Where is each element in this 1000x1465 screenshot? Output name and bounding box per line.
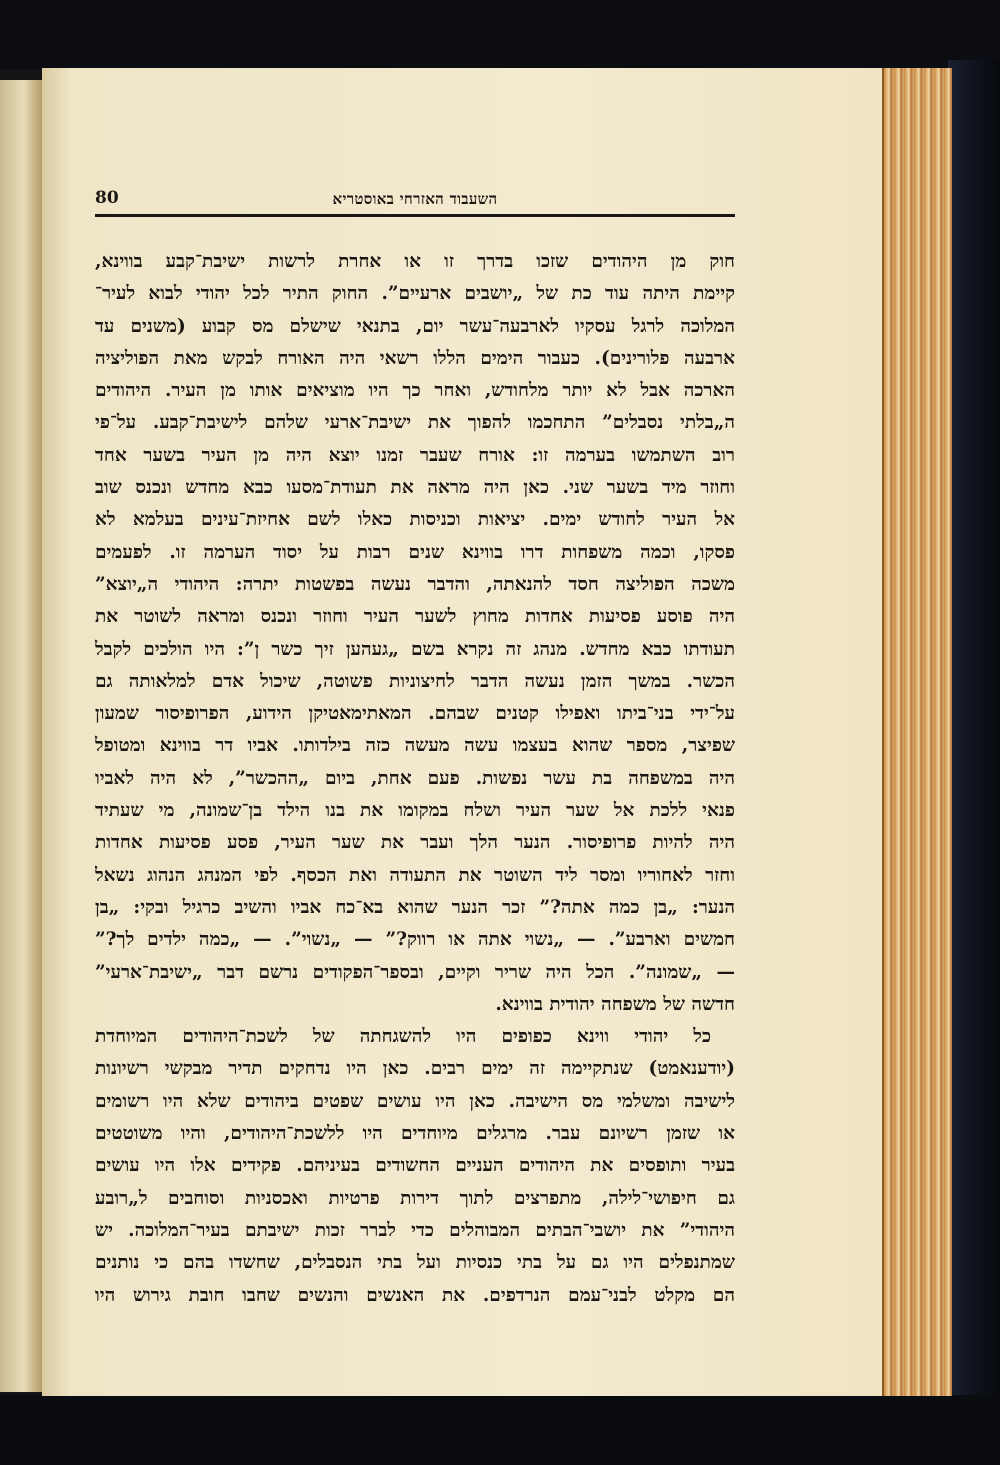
text-line: המלוכה לרגל עסקיו לארבעה־עשר יום, בתנאי שישלם מס קבוע (משנים עד — [95, 315, 735, 337]
text-line: על־ידי בני־ביתו ואפילו קטנים שבהם. המאתימאטיקן הידוע, הפרופיסור שמעון — [95, 703, 735, 725]
text-line: הם מקלט לבני־עמם הנרדפים. את האנשים והנשים שחבו חובת גירוש היו — [95, 1284, 735, 1306]
book-cover-top — [0, 0, 1000, 70]
previous-page-edge — [0, 80, 43, 1392]
book-cover-right — [948, 60, 1000, 1465]
text-line: רוב השתמשו בערמה זו: אורח שעבר זמנו יוצא היה מן העיר בשער אחד — [95, 444, 735, 466]
text-line: לישיבה ומשלמי מס הישיבה. כאן היו עושים שפטים ביהודים שלא היו רשומים — [95, 1090, 735, 1112]
text-line: היה במשפחה בת עשר נפשות. פעם אחת, ביום „ההכשר”, לא היה לאביו — [95, 767, 735, 789]
text-line: שפיצר, מספר שהוא בעצמו עשה מעשה כזה בילדותו. אביו דר בווינא ומטופל — [95, 735, 735, 757]
header-rule — [95, 214, 735, 217]
text-line: היה להיות פרופיסור. הנער הלך ועבר את שער העיר, פסע פסיעות אחדות — [95, 832, 735, 854]
text-line: וחוזר מיד בשער שני. כאן היה מראה את תעודת־מסעו כבא מחדש ונכנס שוב — [95, 477, 735, 499]
paragraph-start-line: כל יהודי ווינא כפופים היו להשגחתה של לשכת־היהודים המיוחדת — [95, 1026, 711, 1048]
text-line: ה„בלתי נסבלים” התחכמו להפוך את ישיבת־ארעי שלהם לישיבת־קבע. על־פי — [95, 412, 735, 434]
text-line: הכשר. במשך הזמן נעשה הדבר לחיצוניות פשוטה, שיכול אדם למלאותה גם — [95, 670, 735, 692]
text-line: — „שמונה”. הכל היה שריר וקיים, ובספר־הפקודים נרשם דבר „ישיבת־ארעי” — [95, 961, 735, 983]
text-line: ארבעה פלורינים). כעבור הימים הללו רשאי היה האורח לבקש מאת הפוליציה — [95, 347, 735, 369]
book-cover-bottom — [0, 1395, 1000, 1465]
paragraph-end-line: חדשה של משפחה יהודית בווינא. — [495, 993, 735, 1015]
text-line: פסקו, וכמה משפחות דרו בווינא שנים רבות על יסוד הערמה זו. לפעמים — [95, 541, 735, 563]
text-line: משכה הפוליצה חסד להנאתה, והדבר נעשה בפשטות יתרה: היהודי ה„יוצא” — [95, 573, 735, 595]
text-line: פנאי ללכת אל שער העיר ושלח במקומו את בנו הילד בן־שמונה, מי שעתיד — [95, 800, 735, 822]
page-number: 80 — [95, 188, 119, 208]
running-head: השעבוד האזרחי באוסטריא — [332, 190, 498, 208]
text-line: שמתנפלים היו גם על בתי כנסיות ועל בתי הנסבלים, שחשדו בהם כי נותנים — [95, 1252, 735, 1274]
page-block-edges — [882, 68, 952, 1396]
text-line: חוק מן היהודים שזכו בדרך זו או אחרת לרשות ישיבת־קבע בווינא, — [95, 251, 735, 272]
text-line: הארכה אבל לא יותר מלחודש, ואחר כך היו מוציאים אותו מן העיר. היהודים — [95, 380, 735, 402]
text-line: אל העיר לחודש ימים. יציאות וכניסות כאלו לשם אחיזת־עינים בעלמא לא — [95, 509, 735, 531]
body-text — [95, 246, 735, 1312]
text-line: היהודי” את יושבי־הבתים המבוהלים כדי לברר זכות ישיבתם בעיר־המלוכה. יש — [95, 1219, 735, 1241]
text-line: גם חיפושי־לילה, מתפרצים לתוך דירות פרטיות ואכסניות וסוחבים ל„רובע — [95, 1187, 735, 1209]
text-line: הנער: „בן כמה אתה?” זכר הנער שהוא בא־כח אביו והשיב כרגיל ובקי: „בן — [95, 896, 735, 918]
text-line: קיימת היתה עוד כת של „יושבים ארעיים”. החוק התיר לכל יהודי לבוא לעיר־ — [95, 283, 735, 305]
text-line: בעיר ותופסים את היהודים העניים החשודים בעיניהם. פקידים אלו היו עושים — [95, 1155, 735, 1177]
text-line: וחזר לאחוריו ומסר ליד השוטר את התעודה ואת הכסף. לפי המנהג הנהוג נשאל — [95, 864, 735, 886]
text-line: היה פוסע פסיעות אחדות מחוץ לשער העיר וחוזר ונכנס ומראה לשוטר את — [95, 606, 735, 628]
text-line: תעודתו כבא מחדש. מנהג זה נקרא בשם „געהען זיך כשר ן”: היו הולכים לקבל — [95, 638, 735, 660]
text-line: חמשים וארבע”. — „נשוי אתה או רווק?” — „נשוי”. — „כמה ילדים לך?” — [95, 929, 735, 951]
text-line: או שזמן רשיונם עבר. מרגלים מיוחדים היו ללשכת־היהודים, והיו משוטטים — [95, 1123, 735, 1145]
text-line: (יודענאמט) שנתקיימה זה ימים רבים. כאן היו נדחקים תדיר מבקשי רשיונות — [95, 1058, 735, 1080]
